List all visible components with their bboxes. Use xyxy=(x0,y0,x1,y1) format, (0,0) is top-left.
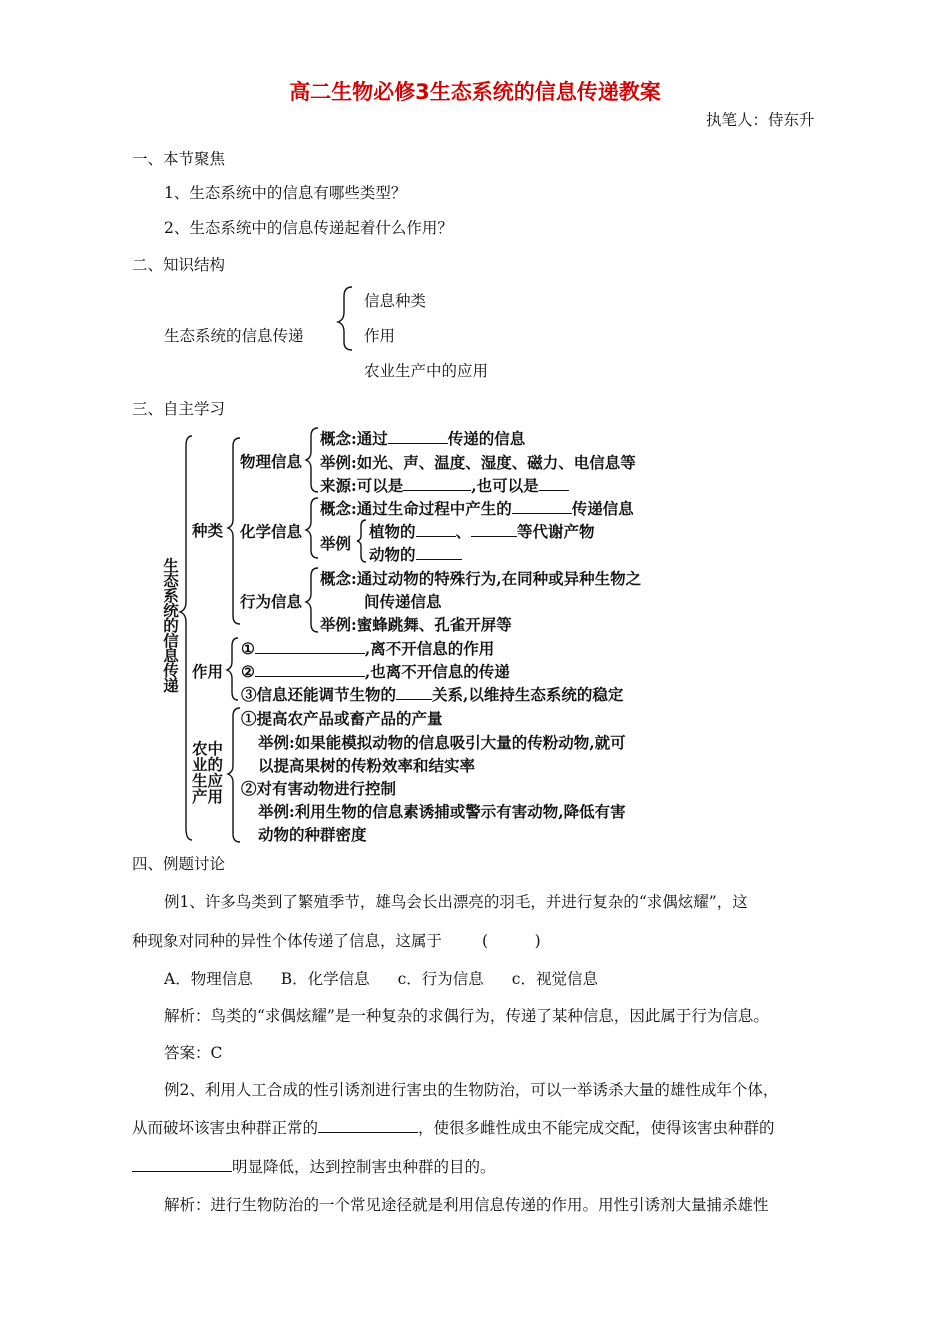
focus-question-2: 2、生态系统中的信息传递起着什么作用？ xyxy=(164,219,453,237)
agri-example-2-line2: 动物的种群密度 xyxy=(258,825,367,844)
physical-concept: 概念:通过 传递的信息 xyxy=(320,429,526,448)
section2-heading: 二、知识结构 xyxy=(132,256,226,274)
physical-source: 来源:可以是 ,也可以是 xyxy=(320,474,569,496)
structure-item: 信息种类 xyxy=(364,292,427,310)
structure-root: 生态系统的信息传递 xyxy=(164,327,304,345)
example1-line2: 种现象对同种的异性个体传递了信息，这属于 ( ) xyxy=(132,932,541,950)
agri-example-1-line1: 举例:如果能模拟动物的信息吸引大量的传粉动物,就可 xyxy=(258,733,626,752)
function-label: 作用 xyxy=(192,662,224,681)
function-item-1: ① ,离不开信息的作用 xyxy=(241,639,495,658)
chemical-plant: 植物的 、 等代谢产物 xyxy=(369,522,595,541)
behavior-brace xyxy=(306,568,318,632)
physical-example: 举例:如光、声、温度、湿度、磁力、电信息等 xyxy=(320,453,636,472)
behavior-concept-line2: 间传递信息 xyxy=(364,592,442,611)
example2-line2: 从而破坏该害虫种群正常的 ，使很多雌性成虫不能完成交配，使得该害虫种群的 xyxy=(132,1119,775,1137)
agri-brace xyxy=(228,708,240,842)
root-brace xyxy=(180,436,192,840)
example2-line1: 例2、利用人工合成的性引诱剂进行害虫的生物防治，可以一举诱杀大量的雄性成年个体， xyxy=(164,1081,779,1099)
page-title: 高二生物必修3生态系统的信息传递教案 xyxy=(289,80,661,104)
agri-example-1-line2: 以提高果树的传粉效率和结实率 xyxy=(258,756,476,775)
kinds-label: 种类 xyxy=(192,521,224,540)
agri-item-1: ①提高农产品或畜产品的产量 xyxy=(241,709,443,728)
function-item-2: ② ,也离不开信息的传递 xyxy=(241,662,510,681)
physical-label: 物理信息 xyxy=(240,452,303,471)
kinds-brace xyxy=(228,438,240,624)
root-vertical-label: 生 态 系 统 的 信 息 传 递 xyxy=(163,556,179,695)
chemical-animal: 动物的 xyxy=(369,543,462,565)
behavior-example: 举例:蜜蜂跳舞、孔雀开屏等 xyxy=(320,615,512,634)
focus-question-1: 1、生态系统中的信息有哪些类型？ xyxy=(164,184,407,202)
author-line: 执笔人：侍东升 xyxy=(706,111,815,129)
chemical-label: 化学信息 xyxy=(240,522,303,541)
agri-item-2: ②对有害动物进行控制 xyxy=(241,779,397,798)
section4-heading: 四、例题讨论 xyxy=(132,855,226,873)
example1-options: A．物理信息 B．化学信息 c．行为信息 c．视觉信息 xyxy=(164,970,598,988)
example1-line1: 例1、许多鸟类到了繁殖季节，雄鸟会长出漂亮的羽毛，并进行复杂的“求偶炫耀”，这 xyxy=(164,893,748,911)
example1-answer: 答案：C xyxy=(164,1044,223,1062)
chemical-concept: 概念:通过生命过程中产生的 传递信息 xyxy=(320,499,634,518)
example2-analysis: 解析：进行生物防治的一个常见途径就是利用信息传递的作用。用性引诱剂大量捕杀雄性 xyxy=(164,1196,769,1214)
agri-label: 农中 业的 生应 产用 xyxy=(192,739,224,806)
structure-item: 农业生产中的应用 xyxy=(364,362,489,380)
structure-item: 作用 xyxy=(364,327,396,345)
function-item-3: ③信息还能调节生物的 关系,以维持生态系统的稳定 xyxy=(241,685,624,704)
agri-example-2-line1: 举例:利用生物的信息素诱捕或警示有害动物,降低有害 xyxy=(258,802,626,821)
behavior-concept-line1: 概念:通过动物的特殊行为,在同种或异种生物之 xyxy=(320,569,642,588)
section1-heading: 一、本节聚焦 xyxy=(132,150,226,168)
example2-line3: 明显降低，达到控制害虫种群的目的。 xyxy=(132,1155,496,1177)
example1-analysis: 解析：鸟类的“求偶炫耀”是一种复杂的求偶行为，传递了某种信息，因此属于行为信息。 xyxy=(164,1007,769,1025)
chemical-example-brace xyxy=(357,520,366,562)
physical-brace xyxy=(306,428,318,492)
structure-brace xyxy=(338,287,352,350)
behavior-label: 行为信息 xyxy=(240,592,303,611)
chemical-example-label: 举例 xyxy=(320,534,352,553)
section3-heading: 三、自主学习 xyxy=(132,400,226,418)
chemical-brace xyxy=(306,498,318,558)
function-brace xyxy=(227,638,238,700)
